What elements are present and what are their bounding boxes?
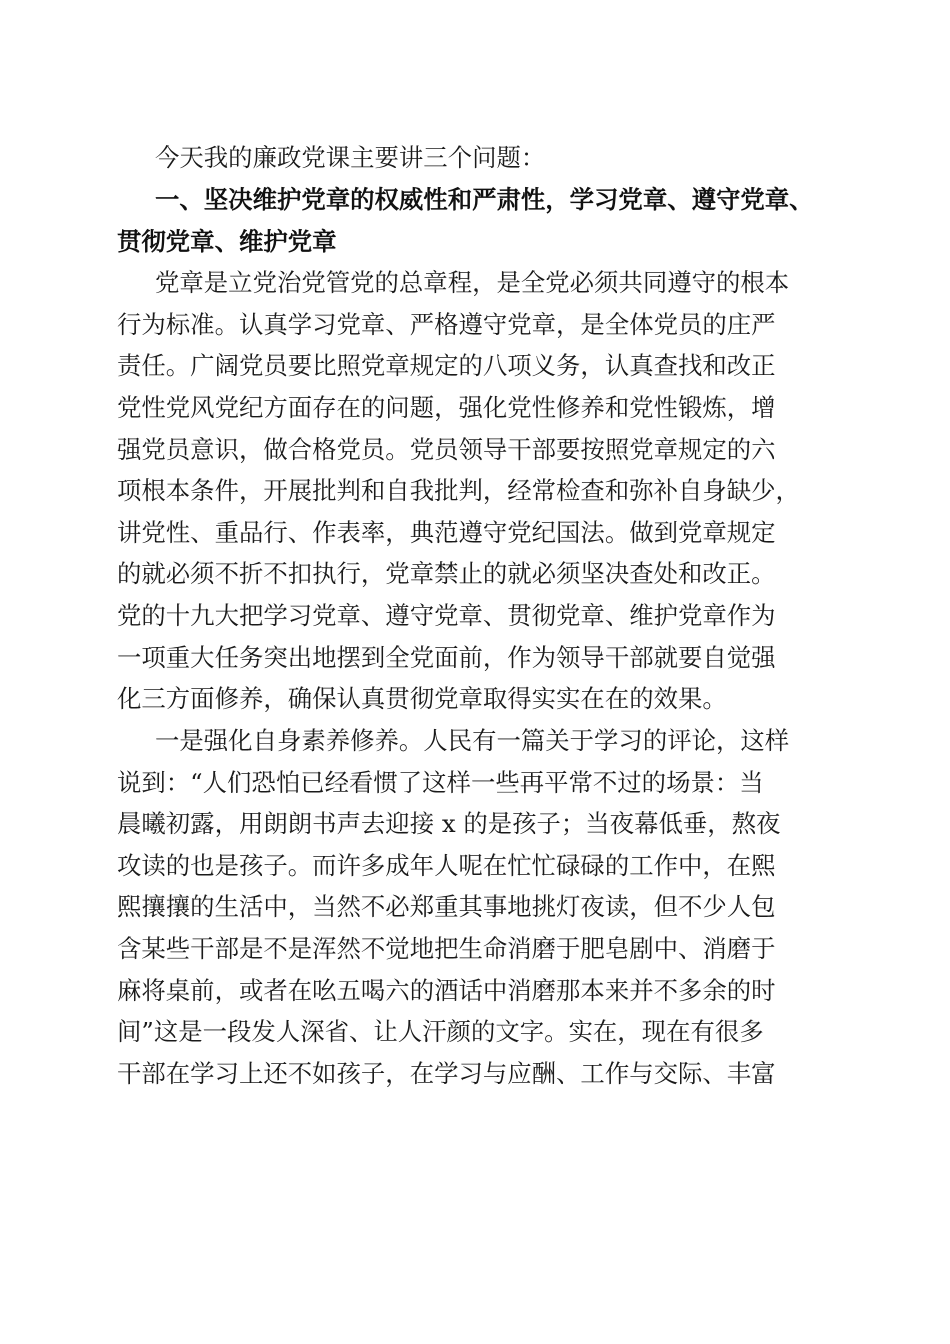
paragraph-line: 攻读的也是孩子。而许多成年人呢在忙忙碌碌的工作中，在熙: [117, 851, 776, 880]
paragraph-line: 干部在学习上还不如孩子，在学习与应酬、工作与交际、丰富: [117, 1059, 776, 1088]
paragraph-line: 一项重大任务突出地摆到全党面前，作为领导干部就要自觉强: [117, 643, 776, 672]
paragraph-line: 的就必须不折不扣执行，党章禁止的就必须坚决查处和改正。: [117, 559, 776, 588]
paragraph-line: 化三方面修养，确保认真贯彻党章取得实实在在的效果。: [117, 684, 727, 713]
paragraph-line: 含某些干部是不是浑然不觉地把生命消磨于肥皂剧中、消磨于: [117, 934, 776, 963]
intro-line: 今天我的廉政党课主要讲三个问题：: [155, 143, 546, 172]
paragraph-line: 熙攘攘的生活中，当然不必郑重其事地挑灯夜读，但不少人包: [117, 892, 776, 921]
paragraph-line: 项根本条件，开展批判和自我批判，经常检查和弥补自身缺少，: [117, 476, 800, 505]
paragraph-line: 党性党风党纪方面存在的问题，强化党性修养和党性锻炼，增: [117, 393, 776, 422]
paragraph-line: 责任。广阔党员要比照党章规定的八项义务，认真查找和改正: [117, 351, 776, 380]
paragraph-line: 说到：“人们恐怕已经看惯了这样一些再平常不过的场景：当: [117, 768, 764, 797]
section-heading-line-2: 贯彻党章、维护党章: [117, 227, 337, 256]
paragraph-line: 间”这是一段发人深省、让人汗颜的文字。实在，现在有很多: [117, 1017, 764, 1046]
paragraph-line: 讲党性、重品行、作表率，典范遵守党纪国法。做到党章规定: [117, 518, 776, 547]
paragraph-line: 党章是立党治党管党的总章程，是全党必须共同遵守的根本: [155, 268, 790, 297]
paragraph-line: 一是强化自身素养修养。人民有一篇关于学习的评论，这样: [155, 726, 790, 755]
paragraph-line: 麻将桌前，或者在吆五喝六的酒话中消磨那本来并不多余的时: [117, 976, 776, 1005]
section-heading-line-1: 一、坚决维护党章的权威性和严肃性，学习党章、遵守党章、: [155, 185, 814, 214]
paragraph-line: 强党员意识，做合格党员。党员领导干部要按照党章规定的六: [117, 435, 776, 464]
paragraph-line: 晨曦初露，用朗朗书声去迎接 x 的是孩子；当夜幕低垂，熬夜: [117, 809, 781, 838]
paragraph-line: 党的十九大把学习党章、遵守党章、贯彻党章、维护党章作为: [117, 601, 776, 630]
paragraph-line: 行为标准。认真学习党章、严格遵守党章，是全体党员的庄严: [117, 310, 776, 339]
